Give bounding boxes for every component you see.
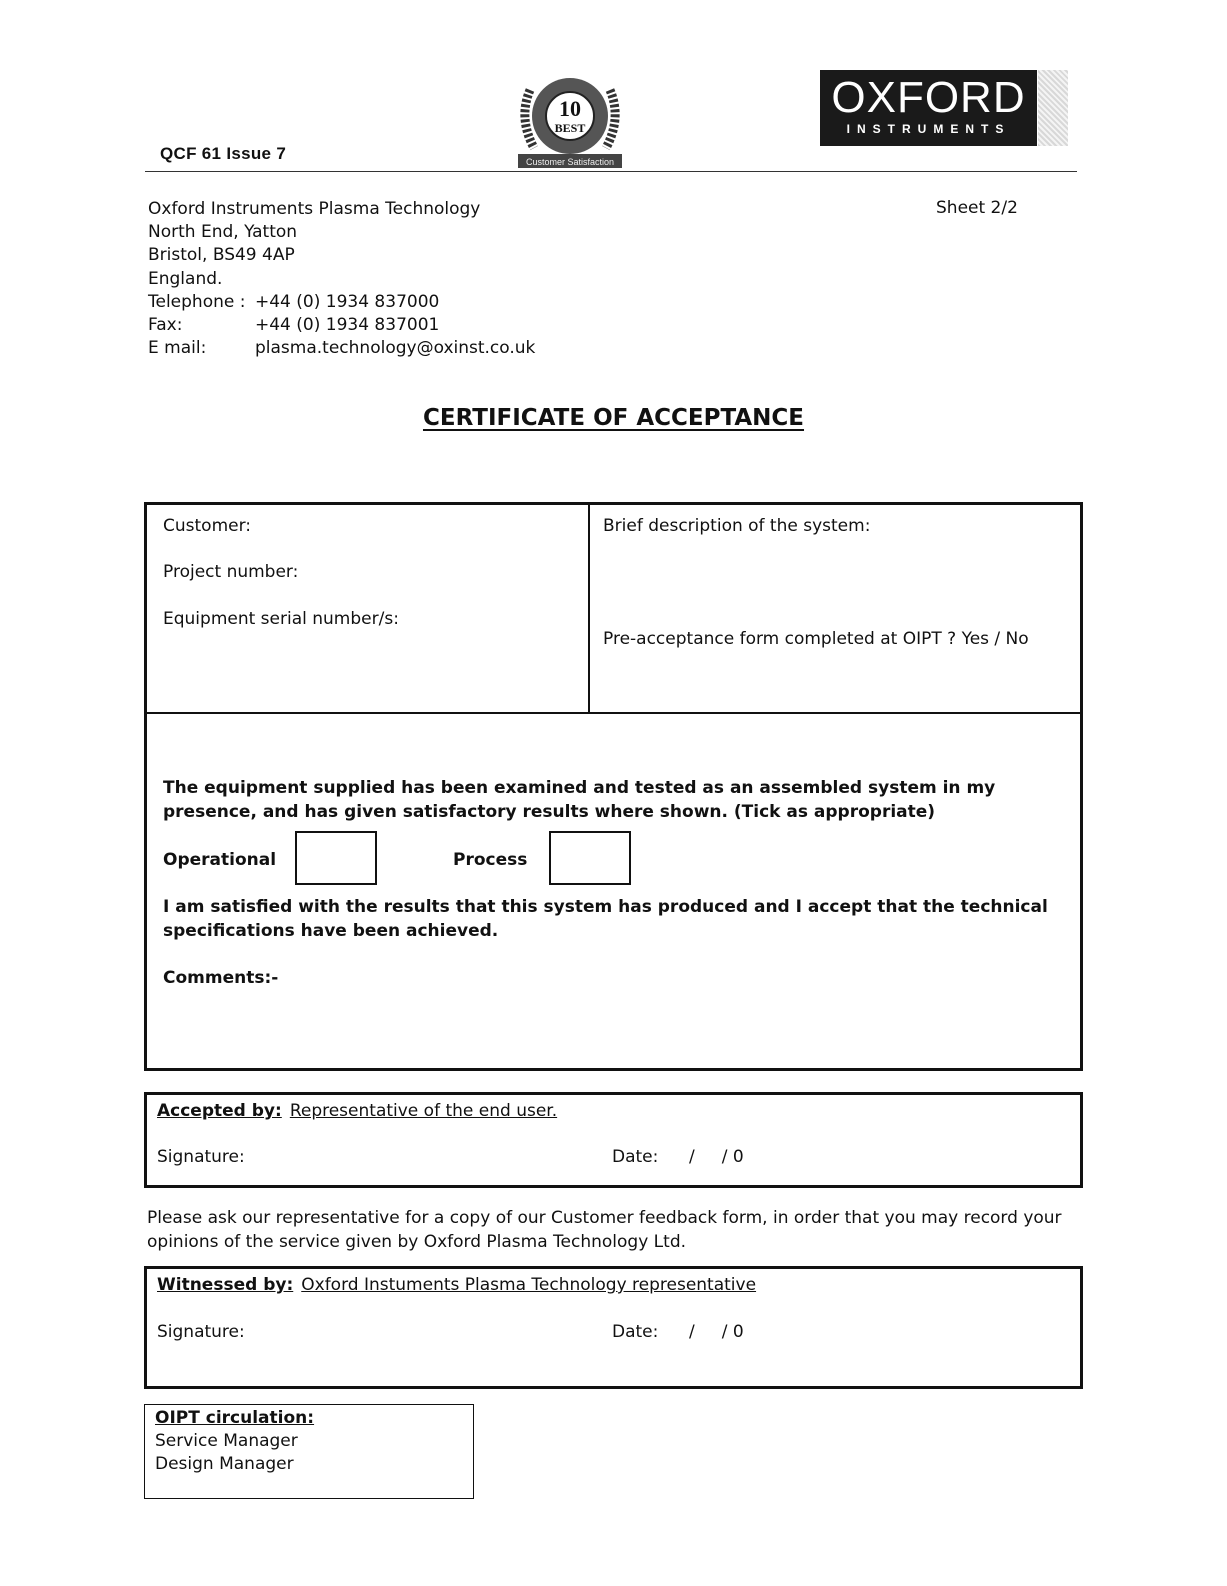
accepted-by-box <box>144 1092 1083 1188</box>
accepted-signature-label[interactable]: Signature: <box>157 1147 245 1167</box>
fax-row <box>148 314 535 337</box>
email-value: plasma.technology@oxinst.co.uk <box>255 338 536 359</box>
logo-wordmark: OXFORD <box>831 73 1026 122</box>
serial-number-field-label[interactable]: Equipment serial number/s: <box>163 609 399 629</box>
email-row <box>148 337 535 360</box>
logo-subtitle: INSTRUMENTS <box>846 122 1011 136</box>
comments-area[interactable] <box>163 995 1063 1055</box>
accepted-date-label: Date: <box>612 1147 659 1167</box>
feedback-note: Please ask our representative for a copy of our Customer feedback form, in order that you may record your opinions of the service given by Oxford Plasma Technology Ltd. <box>147 1208 1062 1252</box>
accepted-by-header <box>157 1101 557 1121</box>
circulation-box <box>144 1404 474 1499</box>
telephone-label: Telephone : <box>148 291 246 312</box>
system-description-field-label[interactable]: Brief description of the system: <box>603 516 871 536</box>
accepted-date-value[interactable]: / / 0 <box>689 1147 744 1167</box>
witnessed-date-label: Date: <box>612 1322 659 1342</box>
pre-acceptance-question[interactable]: Pre-acceptance form completed at OIPT ? Yes / No <box>603 629 1029 649</box>
document-title: CERTIFICATE OF ACCEPTANCE <box>422 405 805 431</box>
sheet-number: Sheet 2/2 <box>936 198 1018 218</box>
address-country: England. <box>148 268 223 289</box>
logo-shadow <box>1038 70 1068 146</box>
satisfaction-statement: I am satisfied with the results that this system has produced and I accept that the technical specifications have been achieved. <box>163 897 1048 941</box>
oxford-instruments-logo <box>820 70 1037 146</box>
witnessed-by-value: Oxford Instuments Plasma Technology representative <box>301 1275 757 1295</box>
operational-label: Operational <box>163 850 277 870</box>
address-line-2: Bristol, BS49 4AP <box>148 245 295 266</box>
fax-label: Fax: <box>148 315 183 336</box>
circulation-item: Design Manager <box>155 1454 294 1474</box>
operational-checkbox[interactable] <box>295 831 377 885</box>
award-word: BEST <box>554 121 586 135</box>
company-name: Oxford Instruments Plasma Technology <box>148 199 481 219</box>
acceptance-form-box <box>144 502 1083 1071</box>
address-line-1: North End, Yatton <box>148 222 298 243</box>
accepted-by-value: Representative of the end user. <box>289 1101 558 1121</box>
witnessed-by-label: Witnessed by: <box>157 1275 294 1295</box>
process-checkbox[interactable] <box>549 831 631 885</box>
customer-field-label[interactable]: Customer: <box>163 516 252 536</box>
circulation-item: Service Manager <box>155 1431 298 1451</box>
column-divider <box>588 505 590 712</box>
company-address <box>148 198 535 360</box>
examined-statement: The equipment supplied has been examined and tested as an assembled system in my presence, and has given satisfactory results where shown. (Tick as appropriate) <box>163 778 996 822</box>
project-number-field-label[interactable]: Project number: <box>163 562 299 582</box>
witnessed-by-box <box>144 1266 1083 1389</box>
award-badge-icon <box>512 68 628 172</box>
award-badge-graphic <box>512 68 628 172</box>
witnessed-date-value[interactable]: / / 0 <box>689 1322 744 1342</box>
form-code: QCF 61 Issue 7 <box>160 144 287 163</box>
comments-label: Comments:- <box>163 968 279 988</box>
fax-value: +44 (0) 1934 837001 <box>255 315 440 336</box>
telephone-row <box>148 291 535 314</box>
award-number: 10 <box>559 96 581 121</box>
witnessed-by-header <box>157 1275 756 1295</box>
circulation-heading: OIPT circulation: <box>155 1408 315 1428</box>
header-divider <box>145 171 1077 172</box>
award-ribbon: Customer Satisfaction <box>525 157 615 167</box>
accepted-by-label: Accepted by: <box>157 1101 282 1121</box>
process-label: Process <box>453 850 528 870</box>
telephone-value: +44 (0) 1934 837000 <box>255 291 440 312</box>
witnessed-signature-label[interactable]: Signature: <box>157 1322 245 1342</box>
email-label: E mail: <box>148 338 207 359</box>
